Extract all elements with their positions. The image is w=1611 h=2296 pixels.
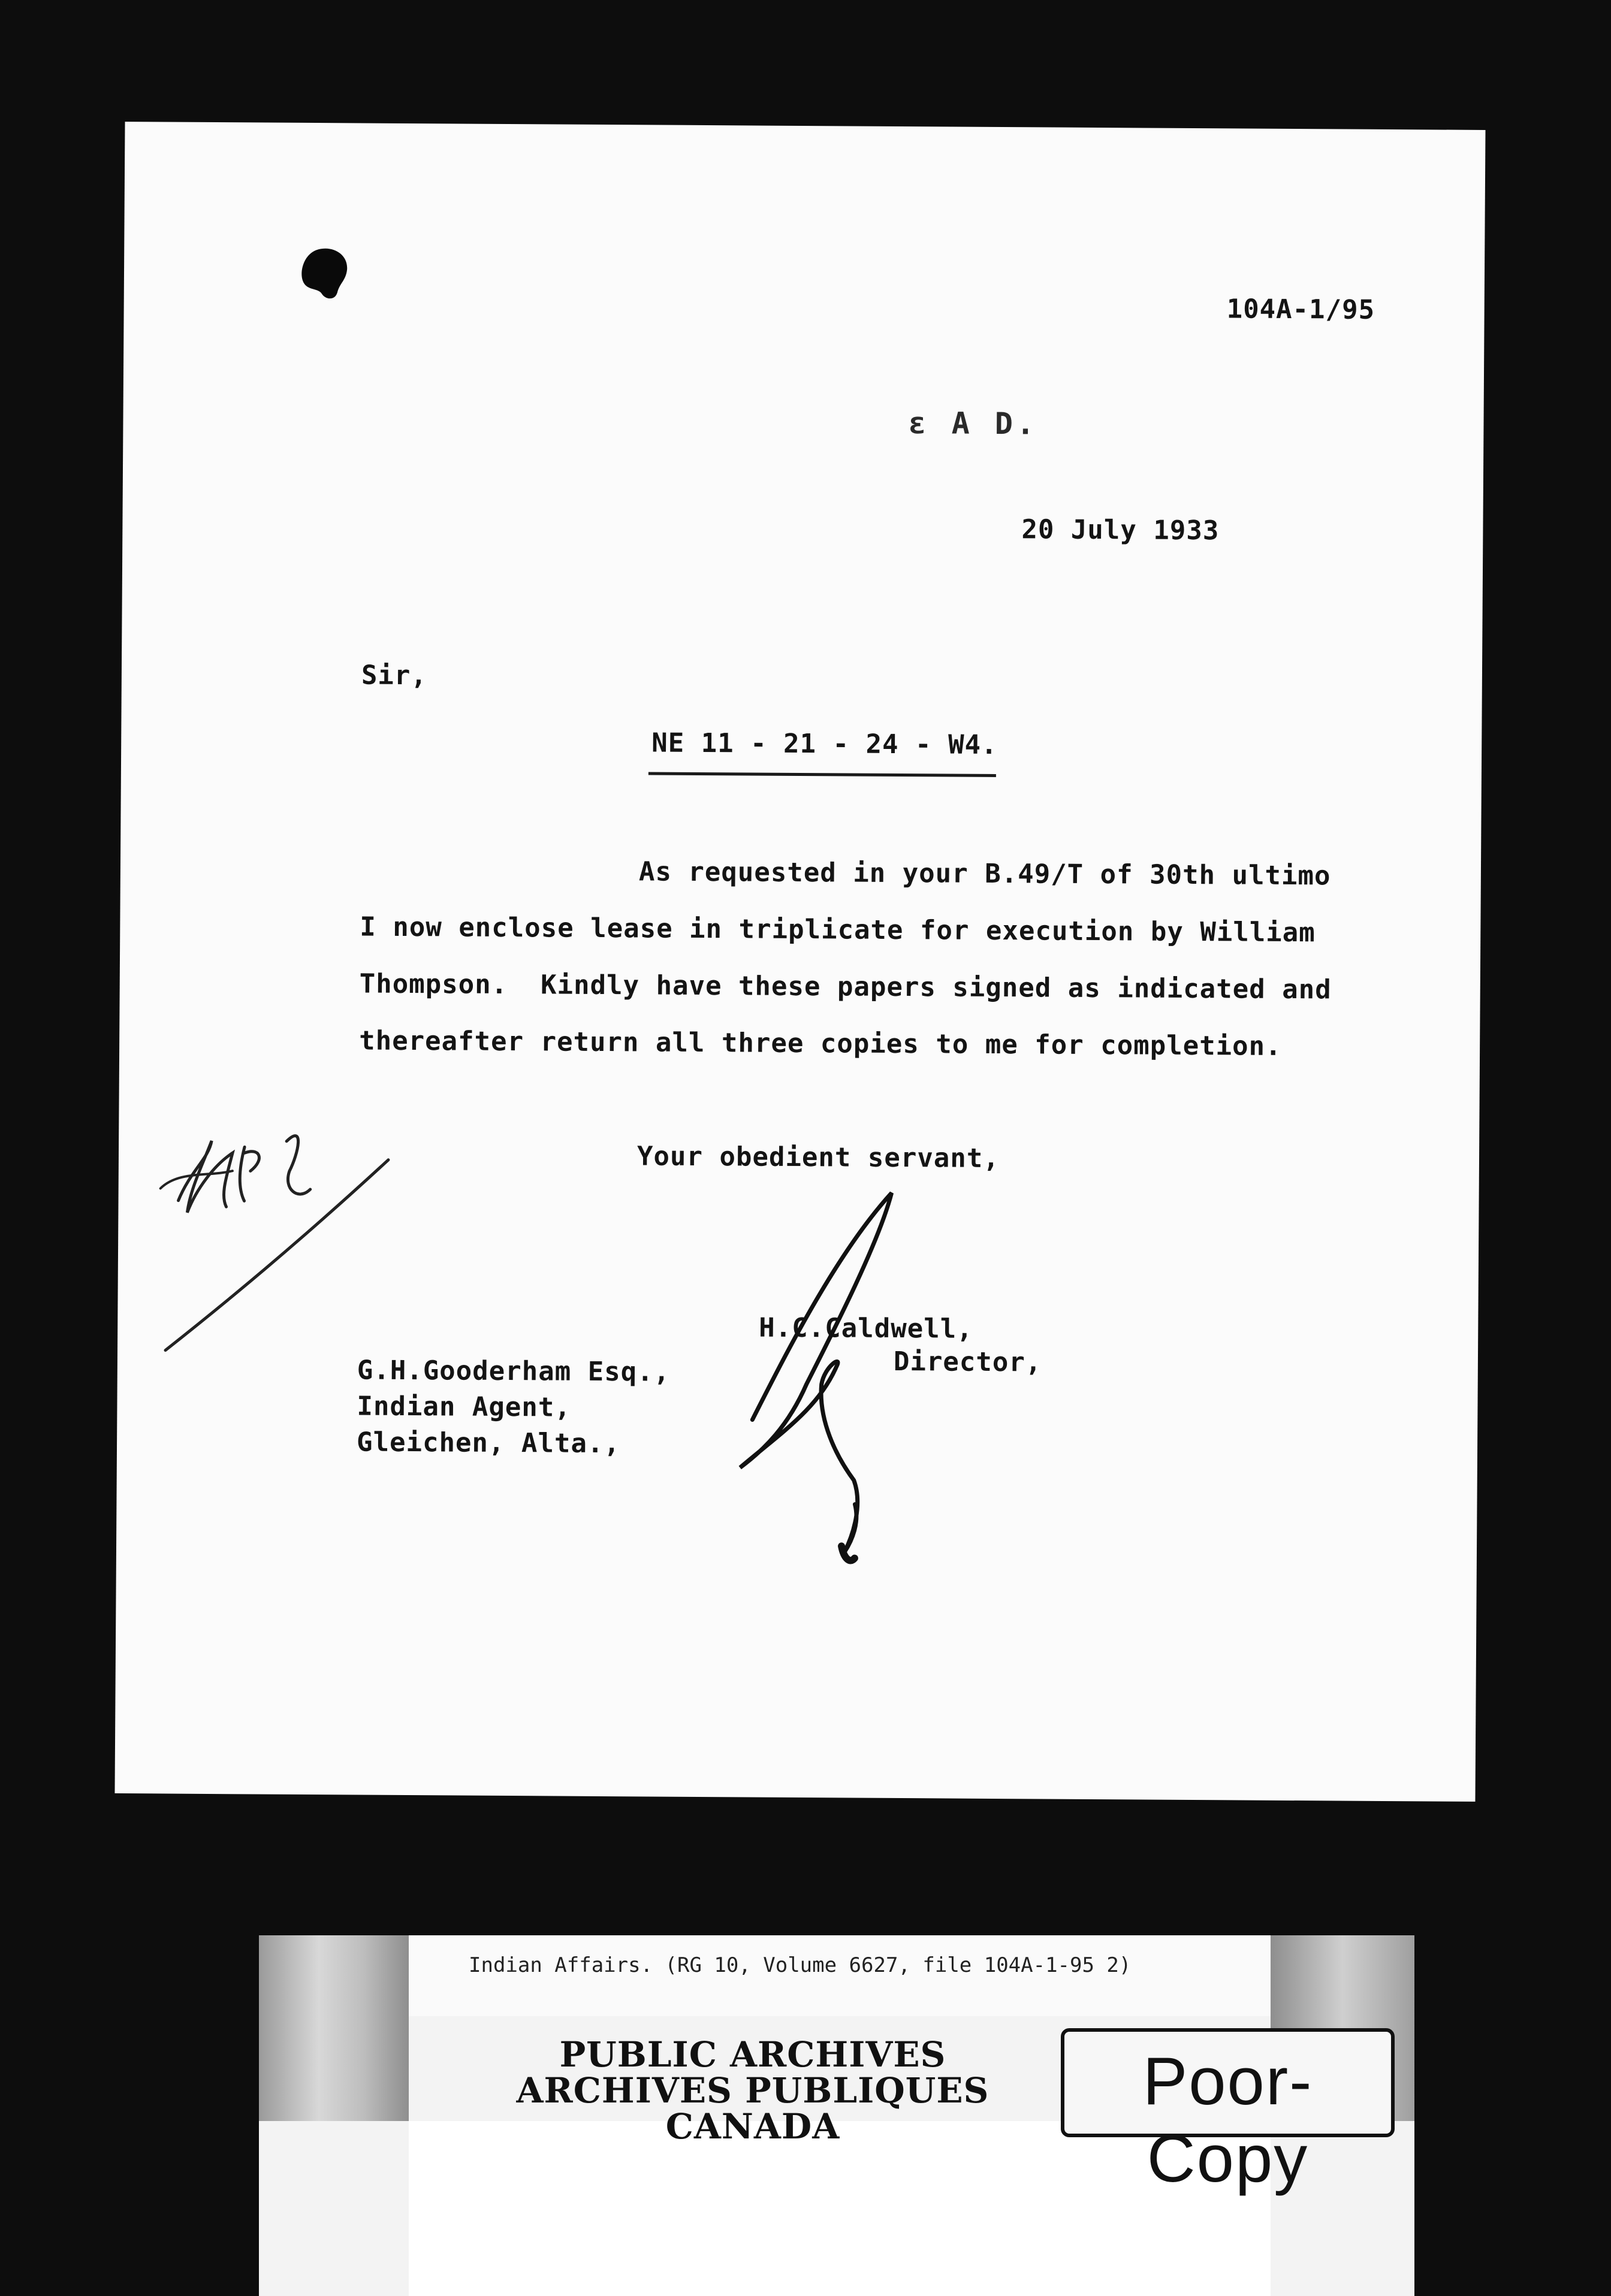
- archive-label-panel: [259, 1935, 1414, 2296]
- body-line-4: thereafter return all three copies to me for completion.: [359, 1025, 1282, 1062]
- poor-copy-stamp: [1061, 2028, 1395, 2196]
- salutation: Sir,: [361, 660, 428, 691]
- ink-blot-mark: [298, 246, 352, 303]
- recipient-line-2: Indian Agent,: [357, 1391, 571, 1423]
- office-stamp: ε A D.: [908, 406, 1039, 442]
- subject-underline: [648, 772, 996, 777]
- body-line-3: Thompson. Kindly have these papers signed as indicated and: [359, 968, 1332, 1005]
- signatory-name: H.C.Caldwell,: [759, 1312, 973, 1345]
- recipient-line-3: Gleichen, Alta.,: [356, 1427, 621, 1460]
- body-line-2: I now enclose lease in triplicate for execution by William: [360, 911, 1316, 948]
- letter-date: 20 July 1933: [1021, 514, 1220, 546]
- recipient-line-1: G.H.Gooderham Esq.,: [357, 1355, 671, 1388]
- margin-initials-handwritten: [153, 1050, 455, 1388]
- archives-line-3: CANADA: [665, 2106, 840, 2147]
- handwritten-signature: [716, 1168, 970, 1577]
- archive-citation: Indian Affairs. (RG 10, Volume 6627, file 104A-1-95 2): [469, 1953, 1132, 1977]
- file-reference: 104A-1/95: [1226, 294, 1375, 325]
- signatory-title: Director,: [893, 1346, 1042, 1378]
- poor-copy-label: Poor-Copy: [1142, 2044, 1313, 2196]
- archives-line-2: ARCHIVES PUBLIQUES: [516, 2070, 989, 2111]
- archives-line-1: PUBLIC ARCHIVES: [559, 2034, 946, 2075]
- closing: Your obedient servant,: [636, 1141, 1000, 1174]
- letter-page: [114, 122, 1485, 1802]
- body-line-1: As requested in your B.49/T of 30th ultimo: [638, 856, 1331, 892]
- subject-line: NE 11 - 21 - 24 - W4.: [651, 727, 998, 761]
